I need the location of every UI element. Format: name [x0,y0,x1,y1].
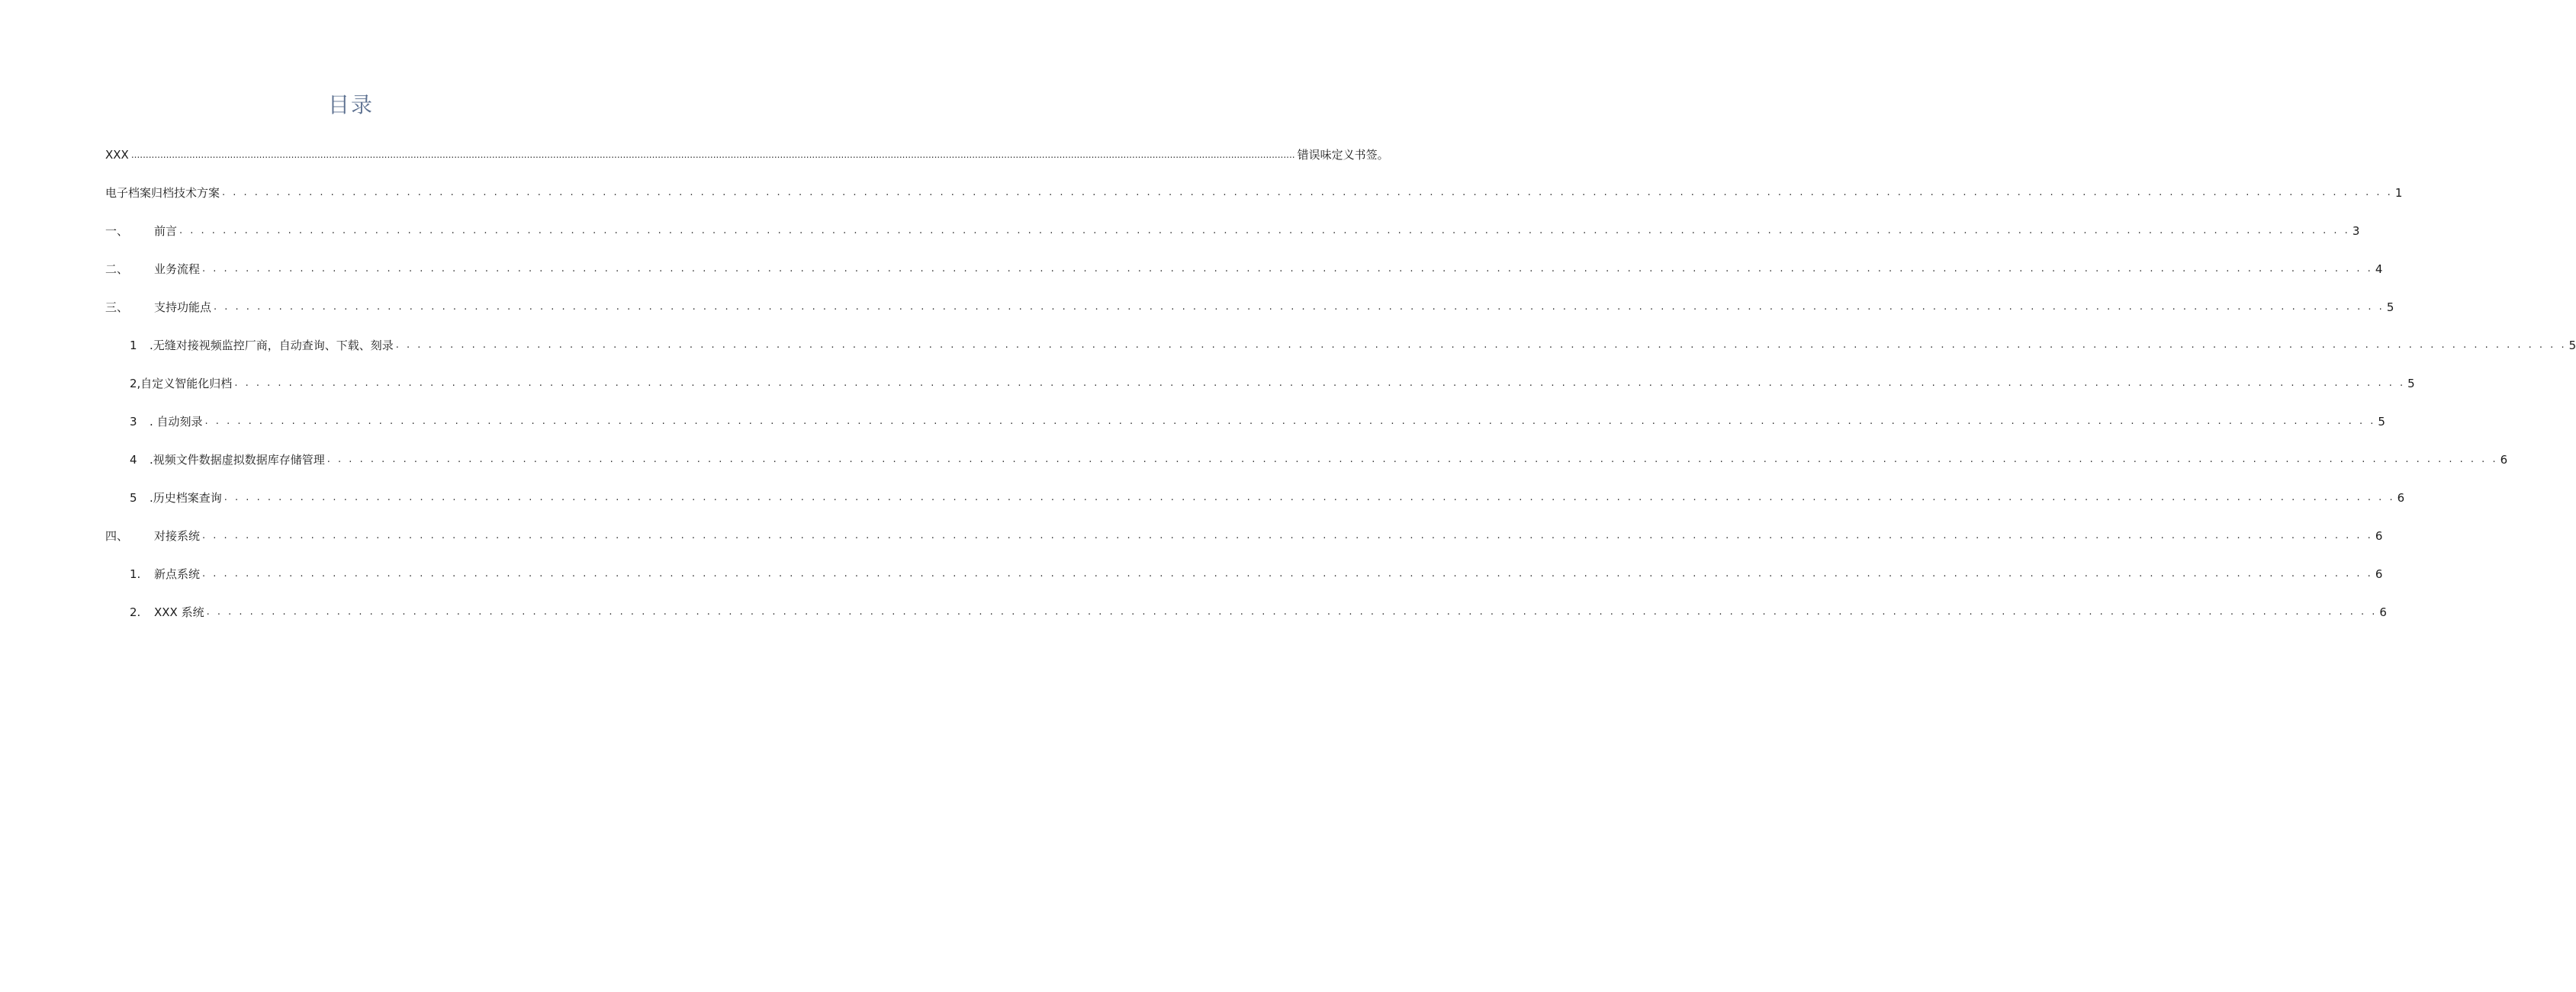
toc-entry-title: 新点系统 [154,567,201,581]
toc-dot-leader: . . . . . . . . . . . . . . . . . . . . . . . . . . . . . . . . . . . . . . . . . . . . . . . . . . . . . . . . . . . . . . . . . . . . . . . . . . . . . . . . . . . . . . . . . . . . . . . . . . . . . . . . . . . . . . . . . . . . . . . . . . . . . . . . . . . . . . . . . . . . . . . . . . . . . . . . . . . . . . . . . . . . . . . . . . . . . . . . . . . . . . . . . . . . . . . . . . . . . . . . [214,301,2385,313]
toc-dot-leader: . . . . . . . . . . . . . . . . . . . . . . . . . . . . . . . . . . . . . . . . . . . . . . . . . . . . . . . . . . . . . . . . . . . . . . . . . . . . . . . . . . . . . . . . . . . . . . . . . . . . . . . . . . . . . . . . . . . . . . . . . . . . . . . . . . . . . . . . . . . . . . . . . . . . . . . . . . . . . . . . . . . . . . . . . . . . . . . . . . . . . . . . . . . . . . . . . . . . . . . . [179,225,2350,236]
toc-entry-number: 3 [130,415,137,429]
toc-entry-page: 5 [2386,300,2394,314]
toc-title: 目录 [327,92,374,117]
toc-entry-title: 前言 [154,224,178,238]
toc-entry[interactable] [105,136,1389,174]
toc-entry-number: 二、 [105,262,129,276]
toc-entry-title: . 自动刻录 [150,415,203,429]
toc-entry[interactable] [105,479,2405,517]
toc-dot-leader: . . . . . . . . . . . . . . . . . . . . . . . . . . . . . . . . . . . . . . . . . . . . . . . . . . . . . . . . . . . . . . . . . . . . . . . . . . . . . . . . . . . . . . . . . . . . . . . . . . . . . . . . . . . . . . . . . . . . . . . . . . . . . . . . . . . . . . . . . . . . . . . . . . . . . . . . . . . . . . . . . . . . . . . . . . . . . . . . . . . . . . . . . . . . . . . . . . . . . . . . [224,492,2395,503]
toc-entry-page: 6 [2500,453,2508,467]
toc-entry-number: 三、 [105,300,129,314]
toc-entry[interactable] [105,441,2508,479]
toc-entry-number: 4 [130,453,137,467]
toc-entry-page: 6 [2375,567,2383,581]
toc-entry-number: 一、 [105,224,129,238]
toc-entry-page: 6 [2375,529,2383,543]
toc-dot-leader: . . . . . . . . . . . . . . . . . . . . . . . . . . . . . . . . . . . . . . . . . . . . . . . . . . . . . . . . . . . . . . . . . . . . . . . . . . . . . . . . . . . . . . . . . . . . . . . . . . . . . . . . . . . . . . . . . . . . . . . . . . . . . . . . . . . . . . . . . . . . . . . . . . . . . . . . . . . . . . . . . . . . . . . . . . . . . . . . . . . . . . . . . . . . . . . . . . . . . . . . [202,530,2373,541]
toc-entry-title: XXX [105,148,129,162]
toc-entry-number: 1 [130,339,137,352]
toc-entry-title: .无缝对接视频监控厂商，自动查询、下载、刻录 [150,339,394,352]
toc-entry[interactable] [105,364,2415,403]
toc-entry[interactable] [105,212,2360,250]
toc-entry-number: 2. [130,605,141,619]
toc-entry-page: 5 [2407,377,2415,390]
toc-entry[interactable] [105,250,2383,288]
toc-entry-page: 1 [2394,186,2403,200]
toc-entry-title: 2,自定义智能化归档 [130,377,233,390]
toc-dot-leader: . . . . . . . . . . . . . . . . . . . . . . . . . . . . . . . . . . . . . . . . . . . . . . . . . . . . . . . . . . . . . . . . . . . . . . . . . . . . . . . . . . . . . . . . . . . . . . . . . . . . . . . . . . . . . . . . . . . . . . . . . . . . . . . . . . . . . . . . . . . . . . . . . . . . . . . . . . . . . . . . . . . . . . . . . . . . . . . . . . . . . . . . . . . . . . . . . . . . . . . . [202,263,2373,274]
toc-entry[interactable] [105,517,2383,555]
toc-entry-number: 1. [130,567,141,581]
toc-entry-title: .历史档案查询 [150,491,222,505]
toc-entry[interactable] [105,593,2387,631]
toc-entry[interactable] [105,174,2403,212]
toc-entry[interactable] [105,288,2394,326]
toc-entry-number: 四、 [105,529,129,543]
toc-list [105,136,2576,631]
toc-dot-leader: . . . . . . . . . . . . . . . . . . . . . . . . . . . . . . . . . . . . . . . . . . . . . . . . . . . . . . . . . . . . . . . . . . . . . . . . . . . . . . . . . . . . . . . . . . . . . . . . . . . . . . . . . . . . . . . . . . . . . . . . . . . . . . . . . . . . . . . . . . . . . . . . . . . . . . . . . . . . . . . . . . . . . . . . . . . . . . . . . . . . . . . . . . . . . . . . . . . . . . . . [204,416,2376,427]
toc-dot-leader: . . . . . . . . . . . . . . . . . . . . . . . . . . . . . . . . . . . . . . . . . . . . . . . . . . . . . . . . . . . . . . . . . . . . . . . . . . . . . . . . . . . . . . . . . . . . . . . . . . . . . . . . . . . . . . . . . . . . . . . . . . . . . . . . . . . . . . . . . . . . . . . . . . . . . . . . . . . . . . . . . . . . . . . . . . . . . . . . . . . . . . . . . . . . . . . . . . . . . . . . [395,339,2567,351]
toc-dot-leader: . . . . . . . . . . . . . . . . . . . . . . . . . . . . . . . . . . . . . . . . . . . . . . . . . . . . . . . . . . . . . . . . . . . . . . . . . . . . . . . . . . . . . . . . . . . . . . . . . . . . . . . . . . . . . . . . . . . . . . . . . . . . . . . . . . . . . . . . . . . . . . . . . . . . . . . . . . . . . . . . . . . . . . . . . . . . . . . . . . . . . . . . . . . . . . . . . . . . . . . . [326,454,2498,465]
toc-entry-page: 6 [2379,605,2387,619]
toc-entry-page: 5 [2378,415,2385,429]
toc-entry-title: 电子档案归档技术方案 [105,186,220,200]
toc-entry-page: 5 [2568,339,2576,352]
toc-entry-page: 错误味定义书签。 [1297,148,1389,162]
toc-dot-leader: . . . . . . . . . . . . . . . . . . . . . . . . . . . . . . . . . . . . . . . . . . . . . . . . . . . . . . . . . . . . . . . . . . . . . . . . . . . . . . . . . . . . . . . . . . . . . . . . . . . . . . . . . . . . . . . . . . . . . . . . . . . . . . . . . . . . . . . . . . . . . . . . . . . . . . . . . . . . . . . . . . . . . . . . . . . . . . . . . . . . . . . . . . . . . . . . . . . . . . . . [202,568,2373,579]
toc-entry-page: 3 [2352,224,2360,238]
toc-entry[interactable] [105,326,2576,364]
toc-entry-title: XXX 系统 [154,605,204,619]
toc-dot-leader: . . . . . . . . . . . . . . . . . . . . . . . . . . . . . . . . . . . . . . . . . . . . . . . . . . . . . . . . . . . . . . . . . . . . . . . . . . . . . . . . . . . . . . . . . . . . . . . . . . . . . . . . . . . . . . . . . . . . . . . . . . . . . . . . . . . . . . . . . . . . . . . . . . . . . . . . . . . . . . . . . . . . . . . . . . . . . . . . . . . . . . . . . . . . . . . . . . . . . . . . [222,187,2393,198]
toc-entry-page: 6 [2397,491,2405,505]
toc-entry-title: 业务流程 [154,262,201,276]
toc-entry-title: .视频文件数据虚拟数据库存储管理 [150,453,325,467]
toc-entry-page: 4 [2375,262,2383,276]
toc-entry-number: 5 [130,491,137,505]
toc-dot-leader: . . . . . . . . . . . . . . . . . . . . . . . . . . . . . . . . . . . . . . . . . . . . . . . . . . . . . . . . . . . . . . . . . . . . . . . . . . . . . . . . . . . . . . . . . . . . . . . . . . . . . . . . . . . . . . . . . . . . . . . . . . . . . . . . . . . . . . . . . . . . . . . . . . . . . . . . . . . . . . . . . . . . . . . . . . . . . . . . . . . . . . . . . . . . . . . . . . . . . . . . [234,377,2406,389]
toc-dot-leader: . . . . . . . . . . . . . . . . . . . . . . . . . . . . . . . . . . . . . . . . . . . . . . . . . . . . . . . . . . . . . . . . . . . . . . . . . . . . . . . . . . . . . . . . . . . . . . . . . . . . . . . . . . . . . . . . . . . . . . . . . . . . . . . . . . . . . . . . . . . . . . . . . . . . . . . . . . . . . . . . . . . . . . . . . . . . . . . . . . . . . . . . . . . . . . . . . . . . . . . . [206,606,2378,618]
toc-entry-title: 支持功能点 [154,300,212,314]
toc-entry[interactable] [105,403,2385,441]
toc-dot-leader: ................................................................................................................................................................................................................................................................................................................................................................................................................ [130,149,1295,160]
toc-entry-title: 对接系统 [154,529,201,543]
toc-entry[interactable] [105,555,2383,593]
